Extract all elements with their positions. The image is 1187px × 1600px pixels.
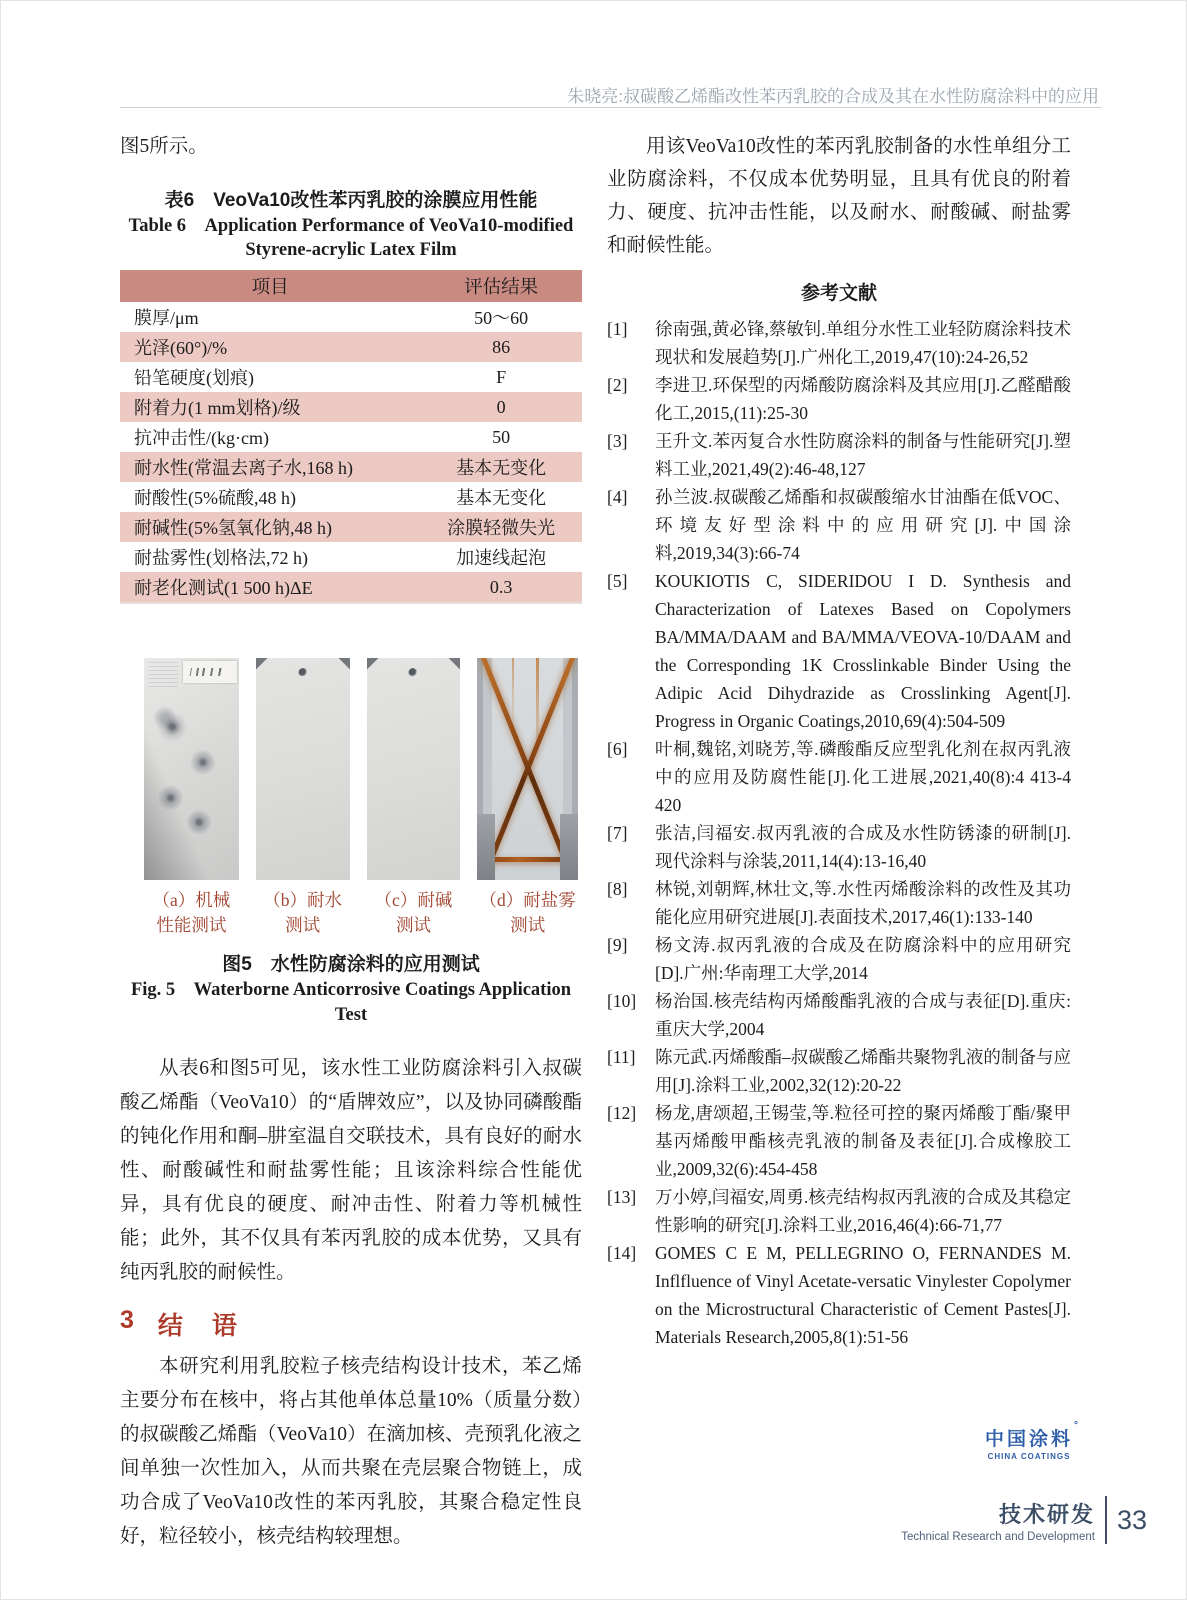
rust-pool — [485, 857, 570, 862]
reference-number: [10] — [607, 991, 637, 1011]
panel-hole — [409, 668, 418, 677]
reference-text: 杨治国.核壳结构丙烯酸酯乳液的合成与表征[D].重庆:重庆大学,2004 — [655, 991, 1071, 1039]
clamp-block — [477, 814, 495, 880]
reference-number: [13] — [607, 1187, 637, 1207]
reference-item — [607, 1099, 1071, 1183]
discussion-paragraph: 从表6和图5可见，该水性工业防腐涂料引入叔碳酸乙烯酯（VeoVa10）的“盾牌效应”，以及协同磷酸酯的钝化作用和酮–肼室温自交联技术，具有良好的耐水性、耐酸碱性和耐盐雾性能；且该涂料综合性能优异，具有优良的硬度、耐冲击性、附着力等机械性能；此外，其不仅具有苯丙乳胶的成本优势，又具有纯丙乳胶的耐候性。 — [120, 1058, 582, 1283]
reference-number: [14] — [607, 1243, 637, 1263]
table-row — [120, 452, 582, 482]
table-row — [120, 512, 582, 542]
row-result: 0 — [496, 396, 506, 417]
table6-title-zh: 表6 VeoVa10改性苯丙乳胶的涂膜应用性能 — [164, 190, 538, 211]
table6 — [120, 270, 582, 604]
reference-text: 陈元武.丙烯酸酯–叔碳酸乙烯酯共聚物乳液的制备与应用[J].涂料工业,2002,32(12):20-22 — [655, 1047, 1071, 1095]
row-result: 涂膜轻微失光 — [447, 518, 556, 538]
summary-paragraph: 用该VeoVa10改性的苯丙乳胶制备的水性单组分工业防腐涂料，不仅成本优势明显，且具有优良的附着力、硬度、抗冲击性能，以及耐水、耐酸碱、耐盐雾和耐候性能。 — [607, 136, 1071, 256]
reference-item — [607, 1183, 1071, 1239]
reference-item — [607, 371, 1071, 427]
table-row — [120, 332, 582, 362]
logo-zh-text: 中国涂料 ° — [985, 1424, 1073, 1451]
reference-text: 林锐,刘朝辉,林壮文,等.水性丙烯酸涂料的改性及其功能化应用研究进展[J].表面技术,2017,46(1):133-140 — [655, 879, 1071, 927]
photo-water-resistance-test — [256, 658, 350, 880]
reference-number: [4] — [607, 487, 628, 507]
photo-captions — [144, 888, 578, 938]
reference-number: [2] — [607, 375, 628, 395]
column-header-item: 项目 — [120, 270, 420, 302]
footer-section-en: Technical Research and Development — [901, 1530, 1095, 1543]
section3-number: 3 — [120, 1306, 136, 1334]
row-result: 加速线起泡 — [456, 548, 547, 568]
reference-item — [607, 931, 1071, 987]
row-result: 基本无变化 — [456, 458, 547, 478]
reference-text: 徐南强,黄必锋,蔡敏钊.单组分水性工业轻防腐涂料技术现状和发展趋势[J].广州化工,2019,47(10):24-26,52 — [655, 319, 1071, 367]
reference-item — [607, 1043, 1071, 1099]
reference-item — [607, 315, 1071, 371]
section3-heading — [120, 1306, 582, 1342]
row-result: 基本无变化 — [456, 488, 547, 508]
reference-text: 孙兰波.叔碳酸乙烯酯和叔碳酸缩水甘油酯在低VOC、环境友好型涂料中的应用研究[J].中国涂料,2019,34(3):66-74 — [655, 487, 1071, 563]
reference-item — [607, 735, 1071, 819]
row-result: 50～60 — [474, 308, 529, 328]
footer-divider — [1105, 1496, 1107, 1544]
running-head: 朱晓亮:叔碳酸乙烯酯改性苯丙乳胶的合成及其在水性防腐涂料中的应用 — [567, 87, 1099, 106]
reference-number: [8] — [607, 879, 628, 899]
reference-text: 杨文涛.叔丙乳液的合成及在防腐涂料中的应用研究[D].广州:华南理工大学,2014 — [655, 935, 1071, 983]
table6-title-en-line2: Styrene-acrylic Latex Film — [245, 240, 457, 260]
row-item: 膜厚/μm — [134, 308, 199, 328]
reference-number: [1] — [607, 319, 628, 339]
reference-item — [607, 427, 1071, 483]
rust-streak — [512, 658, 514, 728]
footer-section-zh: 技术研发 — [998, 1501, 1095, 1527]
table-row — [120, 422, 582, 452]
reference-item — [607, 875, 1071, 931]
row-item: 光泽(60°)/% — [134, 338, 228, 358]
figure5-caption-zh: 图5 水性防腐涂料的应用测试 — [222, 954, 480, 975]
reference-item — [607, 819, 1071, 875]
photo-alkali-resistance-test — [367, 658, 461, 880]
table6-title-en-line1: Table 6 Application Performance of VeoVa10-modified — [128, 216, 574, 236]
table-row — [120, 542, 582, 572]
panel-hole — [298, 668, 307, 677]
reference-text: 张洁,闫福安.叔丙乳液的合成及水性防锈漆的研制[J].现代涂料与涂装,2011,14(4):13-16,40 — [655, 823, 1071, 871]
panel-corner — [256, 658, 272, 670]
reference-item — [607, 1239, 1071, 1351]
figure5-caption-en-line2: Test — [334, 1005, 368, 1025]
table-header-row — [120, 270, 582, 302]
row-item: 耐水性(常温去离子水,168 h) — [134, 458, 353, 478]
reference-number: [7] — [607, 823, 628, 843]
photo-mechanical-test — [144, 658, 239, 880]
reference-number: [11] — [607, 1047, 636, 1067]
china-coatings-logo — [985, 1424, 1073, 1461]
reference-number: [12] — [607, 1103, 637, 1123]
reference-number: [6] — [607, 739, 628, 759]
row-item: 耐碱性(5%氢氧化钠,48 h) — [134, 518, 332, 538]
right-column — [607, 130, 1071, 1351]
table-row — [120, 572, 582, 603]
page-footer — [901, 1496, 1147, 1544]
photo-caption-c: （c）耐碱 测试 — [374, 890, 453, 935]
reference-text: 王升文.苯丙复合水性防腐涂料的制备与性能研究[J].塑料工业,2021,49(2):46-48,127 — [655, 431, 1071, 479]
clamp-block — [560, 814, 578, 880]
table-row — [120, 302, 582, 332]
reference-item — [607, 987, 1071, 1043]
page-number: 33 — [1116, 1504, 1147, 1535]
reference-number: [3] — [607, 431, 628, 451]
reference-text: 叶桐,魏铭,刘晓芳,等.磷酸酯反应型乳化剂在叔丙乳液中的应用及防腐性能[J].化工进展,2021,40(8):4 413-4 420 — [655, 739, 1071, 815]
panel-corner — [444, 658, 460, 670]
photo-caption-d: （d）耐盐雾 测试 — [479, 890, 576, 935]
table-row — [120, 362, 582, 392]
table-row — [120, 392, 582, 422]
row-item: 抗冲击性/(kg·cm) — [134, 428, 269, 448]
panel-corner — [334, 658, 350, 670]
conclusion-paragraph: 本研究利用乳胶粒子核壳结构设计技术，苯乙烯主要分布在核中，将占其他单体总量10%（质量分数）的叔碳酸乙烯酯（VeoVa10）在滴加核、壳预乳化液之间单独一次性加入，从而共聚在壳层聚合物链上，成功合成了VeoVa10改性的苯丙乳胶，其聚合稳定性良好，粒径较小，核壳结构较理想。 — [120, 1356, 582, 1547]
footer-section — [901, 1498, 1095, 1543]
reference-item — [607, 483, 1071, 567]
photo-caption-a: （a）机械 性能测试 — [152, 890, 231, 935]
logo-en-text: CHINA COATINGS — [987, 1452, 1071, 1461]
row-item: 附着力(1 mm划格)/级 — [134, 398, 301, 418]
row-item: 耐老化测试(1 500 h)ΔE — [134, 578, 313, 598]
reference-number: [9] — [607, 935, 628, 955]
references-heading: 参考文献 — [800, 283, 877, 304]
lead-text: 图5所示。 — [120, 136, 208, 157]
row-result: 0.3 — [489, 576, 513, 597]
handwritten-label — [183, 661, 237, 683]
section3-title: 结 语 — [157, 1312, 239, 1340]
row-item: 耐酸性(5%硫酸,48 h) — [134, 488, 296, 508]
row-result: 86 — [492, 336, 511, 357]
reference-text: KOUKIOTIS C, SIDERIDOU I D. Synthesis and Characterization of Latexes Based on Copolymers BA/MMA/DAAM and BA/MMA/VEOVA-10/DAAM and the Corresponding 1K Crosslinkable Binder Using the Adipic Acid Dihydrazide as Crosslinking Agent[J]. Progress in Organic Coatings,2010,69(4):504-509 — [655, 571, 1071, 731]
row-item: 耐盐雾性(划格法,72 h) — [134, 548, 308, 568]
reference-text: GOMES C E M, PELLEGRINO O, FERNANDES M. Inflfluence of Vinyl Acetate-versatic Vinylester Copolymer on the Microstructural Characteristic of Cement Pastes[J]. Materials Research,2005,8(1):51-56 — [655, 1243, 1071, 1347]
reference-text: 万小婷,闫福安,周勇.核壳结构叔丙乳液的合成及其稳定性影响的研究[J].涂料工业,2016,46(4):66-71,77 — [655, 1187, 1071, 1235]
reference-number: [5] — [607, 571, 628, 591]
header-rule — [120, 107, 1102, 108]
left-column — [120, 130, 582, 1554]
row-item: 铅笔硬度(划痕) — [134, 368, 254, 388]
reference-list — [607, 315, 1071, 1351]
table-row — [120, 482, 582, 512]
panel-corner — [367, 658, 383, 670]
row-result: 50 — [492, 426, 511, 447]
row-result: F — [496, 366, 507, 387]
photo-caption-b: （b）耐水 测试 — [263, 890, 343, 935]
figure5-caption-en-line1: Fig. 5 Waterborne Anticorrosive Coatings Application — [130, 980, 572, 1000]
column-header-result: 评估结果 — [420, 270, 582, 302]
photo-salt-spray-test — [477, 658, 578, 880]
reference-item — [607, 567, 1071, 735]
reference-text: 李进卫.环保型的丙烯酸防腐涂料及其应用[J].乙醛醋酸化工,2015,(11):25-30 — [655, 375, 1071, 423]
reference-text: 杨龙,唐颂超,王锡莹,等.粒径可控的聚丙烯酸丁酯/聚甲基丙烯酸甲酯核壳乳液的制备及表征[J].合成橡胶工业,2009,32(6):454-458 — [655, 1103, 1071, 1179]
panel-grid-mark — [148, 662, 178, 688]
figure5-photo-strip — [144, 658, 578, 880]
